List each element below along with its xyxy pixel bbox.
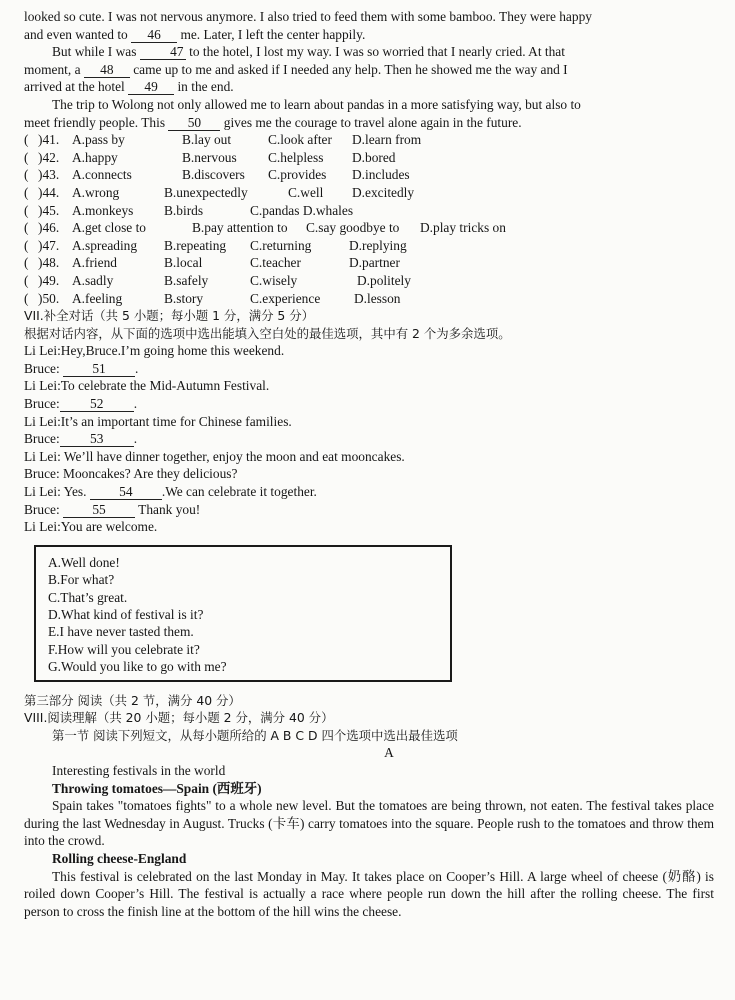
section-instruction: 第一节 阅读下列短文，从每小题所给的 A B C D 四个选项中选出最佳选项: [52, 727, 458, 743]
choice-item: A.Well done!: [48, 554, 120, 570]
option-c: C.teacher: [250, 255, 301, 271]
question-row: [24, 219, 714, 237]
choice-item: F.How will you celebrate it?: [48, 641, 200, 657]
question-row: [24, 131, 714, 149]
choice-item: E.I have never tasted them.: [48, 624, 194, 640]
question-number: )42.: [38, 149, 60, 165]
choice-item: B.For what?: [48, 572, 115, 588]
text-span: But while I was: [52, 44, 140, 60]
festival-title-text: Rolling cheese-England: [52, 851, 187, 866]
option-b: B.pay attention to: [192, 220, 288, 236]
speaker: Bruce:: [24, 431, 60, 447]
option-d: D.bored: [352, 149, 396, 165]
option-a: A.connects: [72, 167, 132, 183]
passage-letter: A: [384, 745, 394, 761]
festival-title: [24, 850, 714, 868]
option-c: C.pandas: [250, 202, 300, 218]
question-row: [24, 149, 714, 167]
section-title: VII.补全对话（共 5 小题；每小题 1 分，满分 5 分）: [24, 308, 315, 324]
option-a: A.get close to: [72, 220, 147, 236]
passage-line: [24, 61, 714, 79]
option-b: B.local: [164, 255, 203, 271]
option-c: C.say goodbye to: [306, 220, 400, 236]
blank-49: 49: [128, 80, 174, 95]
answer-paren[interactable]: (: [24, 202, 29, 218]
question-number: )41.: [38, 132, 60, 148]
passage-line: The trip to Wolong not only allowed me to learn about pandas in a more satisfying way, but also to: [52, 96, 581, 112]
dialogue-line: Li Lei:It’s an important time for Chinese families.: [24, 413, 292, 429]
option-d: D.whales: [302, 202, 354, 218]
blank-55: 55: [63, 503, 135, 518]
text-span: to the hotel, I lost my way. I was so worried that I nearly cried. At that: [185, 44, 565, 60]
passage-line: [24, 78, 714, 96]
passage-line: looked so cute. I was not nervous anymore. I also tried to feed them with some bamboo. They were happy: [24, 9, 592, 24]
option-a: A.wrong: [72, 184, 120, 200]
option-b: B.nervous: [182, 149, 237, 165]
speaker: Li Lei: Yes.: [24, 484, 90, 500]
option-b: B.birds: [164, 202, 204, 218]
dialogue-line: Bruce: Mooncakes? Are they delicious?: [24, 466, 238, 482]
options-list: [24, 131, 714, 307]
question-row: [24, 184, 714, 202]
text-span: meet friendly people. This: [24, 114, 169, 130]
option-b: B.unexpectedly: [164, 184, 248, 200]
choice-item: D.What kind of festival is it?: [48, 607, 204, 623]
blank-54: 54: [90, 485, 162, 500]
text-span: gives me the courage to travel alone again in the future.: [220, 114, 522, 130]
text-span: came up to me and asked if I needed any help. Then he showed me the way and I: [129, 61, 568, 77]
exam-page: [24, 8, 714, 920]
option-c: C.provides: [268, 167, 327, 183]
option-d: D.excitedly: [352, 184, 415, 200]
question-number: )43.: [38, 167, 60, 183]
speaker: Bruce:: [24, 501, 64, 517]
part-title: 第三部分 阅读（共 2 节，满分 40 分）: [24, 692, 241, 708]
option-c: C.returning: [250, 237, 312, 253]
choices-box: [34, 545, 452, 682]
section-title: VIII.阅读理解（共 20 小题；每小题 2 分，满分 40 分）: [24, 710, 334, 726]
dialogue-line: Li Lei:To celebrate the Mid-Autumn Festival.: [24, 378, 270, 394]
dialogue-line: [24, 430, 714, 448]
festival-paragraph: This festival is celebrated on the last Monday in May. It takes place on Cooper’s Hill. A large wheel of cheese (奶酪) is roiled down Cooper’s Hill. The festival is actually a race where people run down the hill after the rolling cheese. The first person to cross the finish line at the bottom of the hill wins the cheese.: [24, 868, 714, 919]
answer-paren[interactable]: (: [24, 184, 29, 200]
question-row: [24, 202, 714, 220]
blank-48: 48: [84, 63, 130, 78]
answer-paren[interactable]: (: [24, 255, 29, 271]
text-span: .: [135, 360, 139, 376]
option-b: B.lay out: [182, 132, 232, 148]
question-number: )48.: [38, 255, 60, 271]
festival-title: [24, 780, 714, 798]
answer-paren[interactable]: (: [24, 272, 29, 288]
dialogue-line: Li Lei:Hey,Bruce.I’m going home this weekend.: [24, 343, 285, 359]
option-c: C.experience: [250, 290, 321, 306]
question-number: )46.: [38, 220, 60, 236]
text-span: in the end.: [174, 79, 234, 95]
option-a: A.pass by: [72, 132, 125, 148]
festival-paragraph: Spain takes "tomatoes fights" to a whole new level. But the tomatoes are being thrown, not eaten. The festival takes place during the last Wednesday in August. Trucks (卡车) carry tomatoes into the square. People rush to the tomatoes and throw them into the crowd.: [24, 798, 714, 849]
answer-paren[interactable]: (: [24, 167, 29, 183]
option-a: A.happy: [72, 149, 118, 165]
answer-paren[interactable]: (: [24, 149, 29, 165]
speaker: Bruce:: [24, 396, 60, 412]
blank-51: 51: [63, 362, 135, 377]
passage-line: [24, 114, 714, 132]
dialogue-line: [24, 395, 714, 413]
festival-title-text: Throwing tomatoes—Spain (西班牙): [52, 780, 262, 796]
section-instruction: 根据对话内容，从下面的选项中选出能填入空白处的最佳选项，其中有 2 个为多余选项。: [24, 325, 511, 341]
choice-item: G.Would you like to go with me?: [48, 659, 227, 675]
text-span: and even wanted to: [24, 26, 132, 42]
speaker: Bruce:: [24, 360, 64, 376]
question-row: [24, 272, 714, 290]
option-a: A.sadly: [72, 272, 114, 288]
question-number: )44.: [38, 184, 60, 200]
answer-paren[interactable]: (: [24, 220, 29, 236]
option-b: B.story: [164, 290, 204, 306]
question-row: [24, 166, 714, 184]
blank-52: 52: [60, 397, 134, 412]
reading-heading: Interesting festivals in the world: [52, 763, 226, 779]
option-c: C.well: [288, 184, 324, 200]
text-span: .We can celebrate it together.: [161, 484, 317, 500]
text-span: me. Later, I left the center happily.: [177, 26, 366, 42]
dialogue-line: Li Lei:You are welcome.: [24, 519, 158, 535]
option-d: D.lesson: [354, 290, 401, 306]
option-d: D.includes: [352, 167, 410, 183]
text-span: moment, a: [24, 61, 84, 77]
option-d: D.politely: [357, 272, 411, 288]
option-d: D.play tricks on: [420, 220, 506, 236]
option-c: C.helpless: [268, 149, 324, 165]
option-b: B.discovers: [182, 167, 245, 183]
option-d: D.partner: [349, 255, 400, 271]
blank-53: 53: [60, 432, 134, 447]
answer-paren[interactable]: (: [24, 290, 29, 306]
option-c: C.wisely: [250, 272, 298, 288]
question-number: )45.: [38, 202, 60, 218]
blank-50: 50: [168, 116, 220, 131]
question-number: )47.: [38, 237, 60, 253]
text-span: .: [133, 396, 138, 412]
choice-item: C.That’s great.: [48, 589, 128, 605]
question-row: [24, 237, 714, 255]
text-span: Thank you!: [135, 501, 201, 517]
text-span: .: [133, 431, 138, 447]
answer-paren[interactable]: (: [24, 132, 29, 148]
option-d: D.learn from: [352, 132, 422, 148]
dialogue-line: [24, 360, 714, 378]
dialogue-line: [24, 501, 714, 519]
option-a: A.friend: [72, 255, 117, 271]
option-c: C.look after: [268, 132, 332, 148]
passage-line: [24, 43, 714, 61]
dialogue-line: [24, 483, 714, 501]
text-span: arrived at the hotel: [24, 79, 129, 95]
passage-line: [24, 26, 714, 44]
blank-46: 46: [131, 28, 177, 43]
dialogue: [24, 342, 714, 536]
option-a: A.spreading: [72, 237, 138, 253]
question-number: )49.: [38, 272, 60, 288]
dialogue-line: Li Lei: We’ll have dinner together, enjoy the moon and eat mooncakes.: [24, 448, 405, 464]
answer-paren[interactable]: (: [24, 237, 29, 253]
option-a: A.monkeys: [72, 202, 134, 218]
option-b: B.repeating: [164, 237, 227, 253]
question-number: )50.: [38, 290, 60, 306]
question-row: [24, 290, 714, 308]
option-d: D.replying: [349, 237, 407, 253]
option-a: A.feeling: [72, 290, 123, 306]
option-b: B.safely: [164, 272, 209, 288]
blank-47: 47: [140, 45, 186, 60]
question-row: [24, 254, 714, 272]
